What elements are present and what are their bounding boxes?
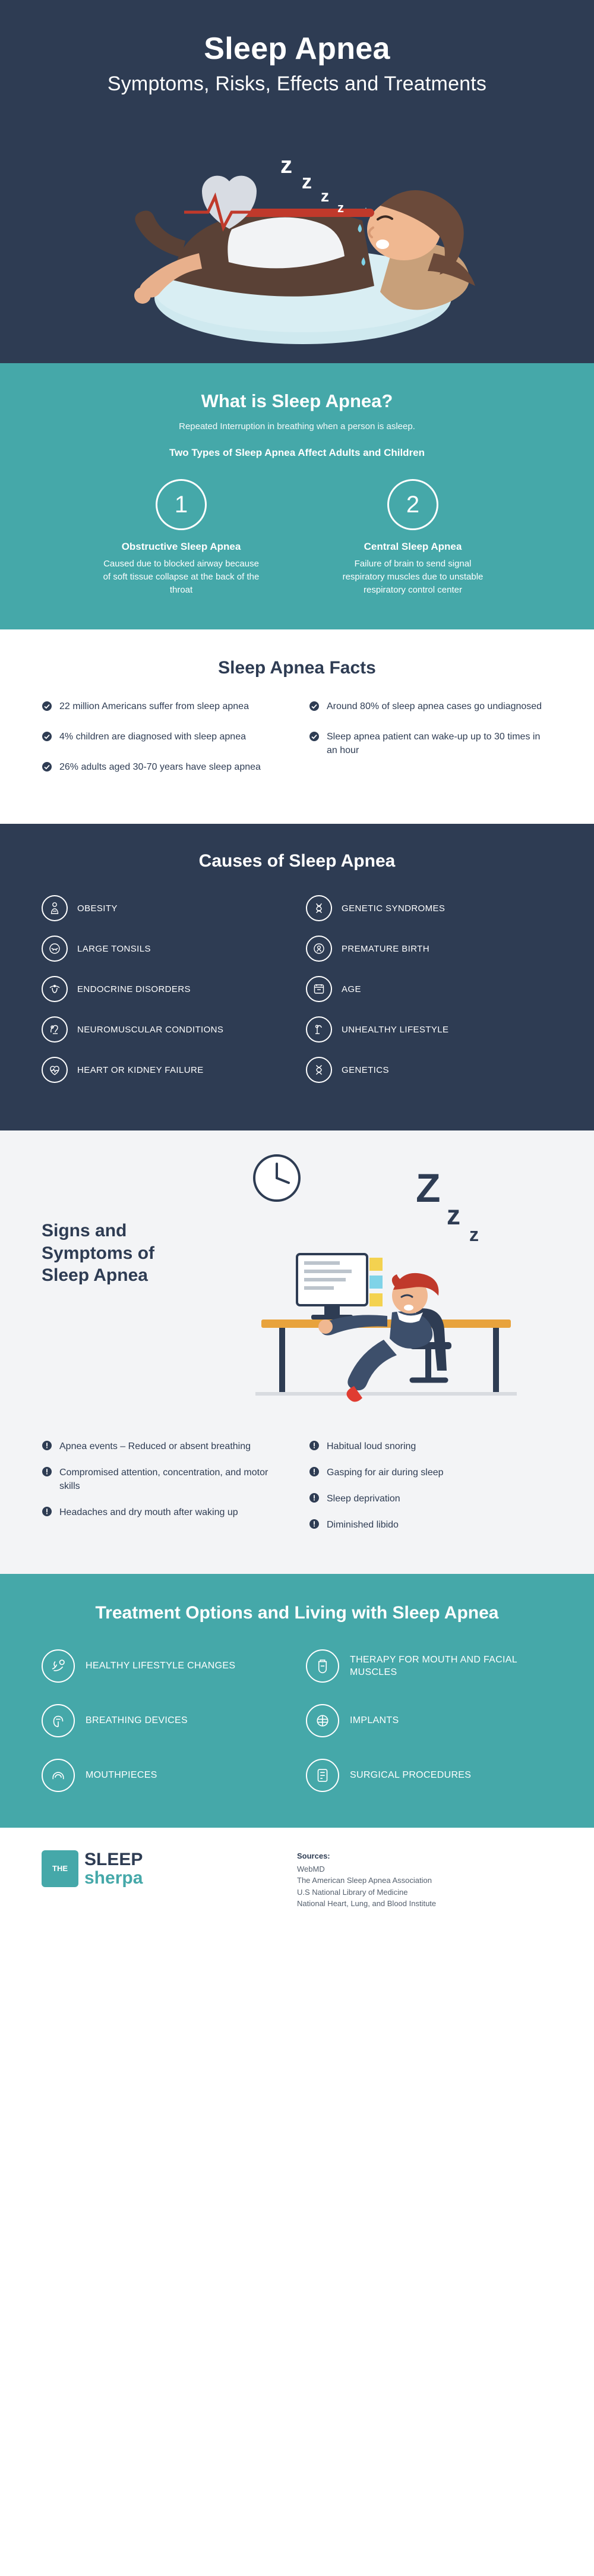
fact-item: [42, 700, 285, 714]
cause-label: AGE: [342, 984, 361, 994]
treatment-section: [0, 1574, 594, 1828]
svg-text:Z: Z: [416, 1166, 441, 1211]
fact-item: [42, 760, 285, 775]
mouth-therapy-icon: [306, 1649, 339, 1683]
facts-column-right: [309, 700, 552, 791]
treatment-label: MOUTHPIECES: [86, 1770, 157, 1781]
treatment-label: IMPLANTS: [350, 1715, 399, 1726]
svg-text:z: z: [337, 200, 344, 215]
cause-item: [306, 976, 552, 1002]
source-item: National Heart, Lung, and Blood Institute: [297, 1899, 437, 1909]
alert-icon: [42, 1506, 52, 1520]
cause-label: NEUROMUSCULAR CONDITIONS: [77, 1024, 224, 1035]
treatment-item: [42, 1649, 288, 1683]
type-card: [101, 479, 261, 596]
fact-text: Sleep apnea patient can wake-up up to 30 times in an hour: [327, 732, 541, 756]
treatment-item: [306, 1704, 552, 1737]
symptom-item: [309, 1518, 552, 1532]
endocrine-icon: [42, 976, 68, 1002]
cause-item: [42, 1016, 288, 1043]
alert-icon: [309, 1440, 320, 1454]
sources-title: Sources:: [297, 1851, 330, 1861]
cause-label: OBESITY: [77, 903, 118, 914]
source-item: WebMD: [297, 1864, 325, 1873]
cause-item: [306, 895, 552, 921]
treatment-label: SURGICAL PROCEDURES: [350, 1770, 472, 1781]
symptom-text: Diminished libido: [327, 1520, 399, 1531]
treatment-item: [306, 1759, 552, 1792]
genetics-icon: [306, 1057, 332, 1083]
healthy-lifestyle-icon: [42, 1649, 75, 1683]
implant-icon: [306, 1704, 339, 1737]
what-is-section: [0, 363, 594, 629]
heart-kidney-icon: [42, 1057, 68, 1083]
cause-item: [306, 936, 552, 962]
svg-text:z: z: [469, 1224, 479, 1246]
cause-label: GENETICS: [342, 1065, 389, 1075]
symptom-text: Compromised attention, concentration, and motor skills: [59, 1467, 268, 1492]
symptoms-heading: Signs and Symptoms of Sleep Apnea: [42, 1221, 155, 1286]
symptom-text: Headaches and dry mouth after waking up: [59, 1507, 238, 1517]
what-is-heading: What is Sleep Apnea?: [201, 391, 393, 411]
logo-badge: THE: [42, 1850, 78, 1887]
treatment-item: [306, 1649, 552, 1683]
treatment-item: [42, 1704, 288, 1737]
symptoms-illustration: [0, 1130, 594, 1440]
alert-icon: [309, 1466, 320, 1480]
page-subtitle: Symptoms, Risks, Effects and Treatments: [107, 73, 487, 95]
unhealthy-lifestyle-icon: [306, 1016, 332, 1043]
footer-section: [0, 1828, 594, 1937]
cause-label: LARGE TONSILS: [77, 943, 151, 954]
hero-illustration: [24, 102, 570, 351]
surgical-icon: [306, 1759, 339, 1792]
alert-icon: [42, 1440, 52, 1454]
cause-label: PREMATURE BIRTH: [342, 943, 429, 954]
fact-text: 26% adults aged 30-70 years have sleep apnea: [59, 762, 261, 773]
fact-item: [309, 700, 552, 714]
page-title: Sleep Apnea: [204, 32, 390, 66]
tonsils-icon: [42, 936, 68, 962]
treatment-heading: Treatment Options and Living with Sleep Apnea: [95, 1603, 499, 1623]
symptom-item: [309, 1466, 552, 1480]
source-item: U.S National Library of Medicine: [297, 1887, 408, 1897]
type-description: Caused due to blocked airway because of soft tissue collapse at the back of the throat: [103, 559, 260, 595]
premature-birth-icon: [306, 936, 332, 962]
svg-text:z: z: [280, 152, 292, 178]
type-number-badge: 2: [387, 479, 438, 530]
treatment-item: [42, 1759, 288, 1792]
symptom-item: [309, 1440, 552, 1454]
logo-line-sherpa: sherpa: [84, 1868, 143, 1888]
symptom-text: Apnea events – Reduced or absent breathing: [59, 1441, 251, 1452]
symptoms-column-left: [42, 1440, 285, 1544]
alert-icon: [42, 1466, 52, 1480]
symptom-item: [42, 1466, 285, 1493]
check-icon: [42, 731, 52, 745]
facts-section: [0, 629, 594, 824]
cause-item: [42, 976, 288, 1002]
genetic-syndromes-icon: [306, 895, 332, 921]
fact-item: [42, 730, 285, 745]
svg-text:z: z: [321, 187, 329, 205]
treatment-label: BREATHING DEVICES: [86, 1715, 188, 1726]
symptom-text: Gasping for air during sleep: [327, 1467, 444, 1478]
symptom-item: [42, 1506, 285, 1520]
cause-item: [306, 1057, 552, 1083]
sleep-apnea-types: [36, 479, 558, 596]
check-icon: [309, 731, 320, 745]
types-title: Two Types of Sleep Apnea Affect Adults and Children: [169, 447, 425, 458]
symptoms-section: [0, 1130, 594, 1574]
alert-icon: [309, 1519, 320, 1532]
cause-item: [42, 1057, 288, 1083]
symptom-text: Sleep deprivation: [327, 1494, 400, 1504]
treatment-label: THERAPY FOR MOUTH AND FACIAL MUSCLES: [350, 1654, 517, 1678]
fact-text: 4% children are diagnosed with sleep apnea: [59, 732, 246, 742]
cause-label: UNHEALTHY LIFESTYLE: [342, 1024, 449, 1035]
type-name: Central Sleep Apnea: [364, 541, 462, 552]
causes-column-left: [42, 895, 288, 1097]
type-description: Failure of brain to send signal respiratory muscles due to unstable respiratory control center: [342, 559, 484, 595]
facts-column-left: [42, 700, 285, 791]
check-icon: [42, 761, 52, 775]
symptom-item: [42, 1440, 285, 1454]
fact-text: 22 million Americans suffer from sleep apnea: [59, 701, 249, 712]
check-icon: [309, 701, 320, 714]
alert-icon: [309, 1492, 320, 1506]
cause-item: [306, 1016, 552, 1043]
cause-label: ENDOCRINE DISORDERS: [77, 984, 191, 994]
type-name: Obstructive Sleep Apnea: [121, 541, 241, 552]
age-icon: [306, 976, 332, 1002]
logo-line-sleep: SLEEP: [84, 1849, 143, 1869]
sleep-sherpa-logo[interactable]: [42, 1850, 143, 1887]
causes-section: [0, 824, 594, 1130]
svg-text:z: z: [447, 1199, 460, 1231]
hero-section: [0, 0, 594, 363]
neuromuscular-icon: [42, 1016, 68, 1043]
cause-label: HEART OR KIDNEY FAILURE: [77, 1065, 204, 1075]
causes-column-right: [306, 895, 552, 1097]
breathing-device-icon: [42, 1704, 75, 1737]
fact-text: Around 80% of sleep apnea cases go undiagnosed: [327, 701, 542, 712]
cause-label: GENETIC SYNDROMES: [342, 903, 446, 914]
facts-heading: Sleep Apnea Facts: [218, 658, 376, 678]
obesity-icon: [42, 895, 68, 921]
cause-item: [42, 895, 288, 921]
symptoms-column-right: [309, 1440, 552, 1544]
treatment-label: HEALTHY LIFESTYLE CHANGES: [86, 1661, 236, 1671]
cause-item: [42, 936, 288, 962]
symptom-item: [309, 1492, 552, 1506]
fact-item: [309, 730, 552, 757]
svg-text:z: z: [302, 171, 312, 193]
causes-heading: Causes of Sleep Apnea: [198, 851, 396, 871]
source-item: The American Sleep Apnea Association: [297, 1876, 432, 1885]
mouthpiece-icon: [42, 1759, 75, 1792]
sources-block: [297, 1850, 552, 1910]
what-is-description: Repeated Interruption in breathing when a person is asleep.: [179, 421, 415, 432]
check-icon: [42, 701, 52, 714]
type-number-badge: 1: [156, 479, 207, 530]
type-card: [333, 479, 493, 596]
symptom-text: Habitual loud snoring: [327, 1441, 416, 1452]
